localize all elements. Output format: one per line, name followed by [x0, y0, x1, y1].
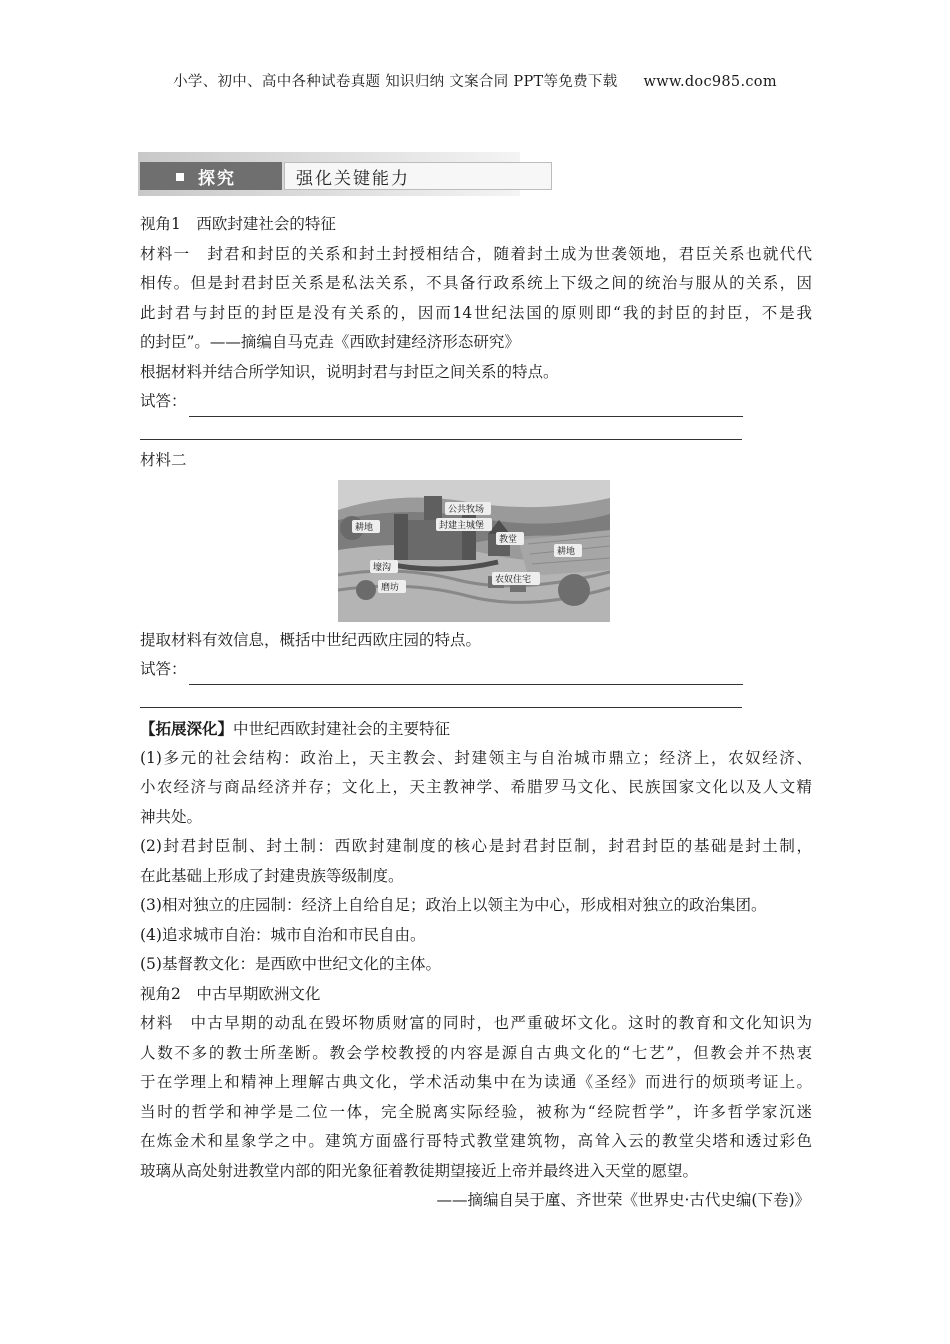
answer-blank-4[interactable]	[140, 685, 812, 715]
section2-line: 当时的哲学和神学是二位一体，完全脱离实际经验，被称为“经院哲学”，许多哲学家沉迷	[140, 1102, 812, 1121]
section2-line: 在炼金术和星象学之中。建筑方面盛行哥特式教堂建筑物，高耸入云的教堂尖塔和透过彩色	[140, 1132, 812, 1150]
extension-line: (1)多元的社会结构：政治上，天主教会、封建领主与自治城市鼎立；经济上，农奴经济、	[140, 748, 812, 767]
extension-line: 在此基础上形成了封建贵族等级制度。	[140, 866, 404, 885]
extension-line: (5)基督教文化：是西欧中世纪文化的主体。	[140, 955, 441, 973]
section2-line: 玻璃从高处射进教堂内部的阳光象征着教徒期望接近上帝并最终进入天堂的愿望。	[140, 1161, 699, 1180]
material1-line: 材料一 封君和封臣的关系和封土封授相结合，随着封土成为世袭领地，君臣关系也就代代	[140, 244, 812, 263]
answer-blank-2[interactable]	[140, 417, 812, 447]
section2-line: 材料 中古早期的动乱在毁坏物质财富的同时，也严重破坏文化。这时的教育和文化知识为	[140, 1014, 812, 1032]
answer-blank-3[interactable]	[189, 664, 743, 685]
answer-row-1	[140, 387, 812, 417]
answer-label: 试答：	[140, 392, 187, 410]
material1-line: 相传。但是封君封臣关系是私法关系，不具备行政系统上下级之间的统治与服从的关系，因	[140, 274, 812, 292]
extension-line: (4)追求城市自治：城市自治和市民自由。	[140, 925, 426, 944]
label-castle: 封建主城堡	[439, 520, 485, 531]
label-farmland-left: 耕地	[355, 522, 374, 533]
section2-line: 人数不多的教士所垄断。教会学校教授的内容是源自古典文化的“七艺”，但教会并不热衷	[140, 1043, 812, 1062]
extension-line: 神共处。	[140, 807, 203, 826]
manor-image	[338, 480, 610, 622]
extension-line: (3)相对独立的庄园制：经济上自给自足；政治上以领主为中心，形成相对独立的政治集团。	[140, 896, 767, 914]
banner-right-label: 强化关键能力	[296, 169, 410, 189]
section-banner	[138, 152, 520, 196]
section2-source: ——摘编自吴于廑、齐世荣《世界史·古代史编(下卷)》	[436, 1191, 810, 1209]
manor-illustration	[140, 476, 812, 626]
main-content	[140, 210, 812, 1216]
extension-line: 小农经济与商品经济并存；文化上，天主教神学、希腊罗马文化、民族国家文化以及人文精	[140, 778, 812, 796]
answer-blank-1[interactable]	[189, 396, 743, 417]
label-pasture: 公共牧场	[448, 504, 485, 515]
extension-title: 中世纪西欧封建社会的主要特征	[233, 720, 451, 738]
extension-bracket-title: 【拓展深化】	[140, 719, 234, 738]
square-bullet-icon	[176, 173, 184, 181]
material2-title: 材料二	[140, 451, 187, 469]
header-text: 小学、初中、高中各种试卷真题 知识归纳 文案合同 PPT等免费下载	[173, 74, 618, 90]
page-header	[0, 70, 950, 91]
label-moat: 壕沟	[373, 562, 392, 573]
question1: 根据材料并结合所学知识，说明封君与封臣之间关系的特点。	[140, 362, 559, 381]
label-mill: 磨坊	[381, 582, 400, 593]
answer-row-3	[140, 655, 812, 685]
header-site-link[interactable]: www.doc985.com	[643, 74, 777, 90]
label-farmland-right: 耕地	[557, 546, 576, 557]
section2-line: 于在学理上和精神上理解古典文化，学术活动集中在为读通《圣经》而进行的烦琐考证上。	[140, 1073, 812, 1091]
material1-line: 此封君与封臣的封臣是没有关系的，因而14世纪法国的原则即“我的封臣的封臣，不是我	[140, 303, 812, 322]
extension-line: (2)封君封臣制、封土制：西欧封建制度的核心是封君封臣制，封君封臣的基础是封土制，	[140, 837, 812, 855]
extension-heading	[140, 714, 812, 744]
answer-label: 试答：	[140, 660, 187, 678]
banner-left-label: 探究	[198, 169, 236, 189]
section1-title: 视角1 西欧封建社会的特征	[140, 215, 336, 233]
question2: 提取材料有效信息，概括中世纪西欧庄园的特点。	[140, 630, 482, 649]
section2-title: 视角2 中古早期欧洲文化	[140, 984, 321, 1003]
label-church: 教堂	[499, 534, 518, 545]
label-serf-houses: 农奴住宅	[495, 574, 532, 585]
material1-line: 的封臣”。——摘编自马克垚《西欧封建经济形态研究》	[140, 333, 520, 351]
